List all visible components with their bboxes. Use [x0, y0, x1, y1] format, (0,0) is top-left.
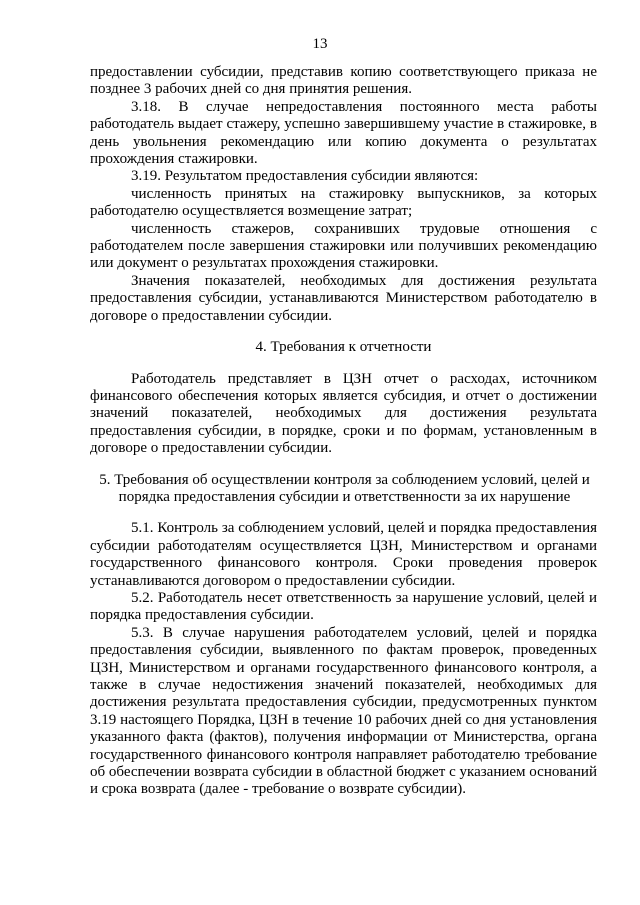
paragraph-indicator-2: численность стажеров, сохранивших трудовые отношения с работодателем после завершения стажировки или получивших рекомендацию или документ о результатах прохождения стажировки. — [90, 220, 597, 272]
section-5-heading: 5. Требования об осуществлении контроля за соблюдением условий, целей и порядка предоставления субсидии и ответственности за их нарушение — [99, 471, 590, 505]
section-4-heading: 4. Требования к отчетности — [255, 339, 432, 356]
paragraph-indicator-1: численность принятых на стажировку выпускников, за которых работодателю осуществляется возмещение затрат; — [90, 185, 597, 220]
paragraph-reporting: Работодатель представляет в ЦЗН отчет о расходах, источником финансового обеспечения которых является субсидия, и отчет о достижении значений показателей, необходимых для достижения результата предоставления субсидии, в порядке, сроки и по формам, установленным в договоре о предоставлении субсидии. — [90, 370, 597, 457]
paragraph-5-3: 5.3. В случае нарушения работодателем условий, целей и порядка предоставления субсидии, выявленного по фактам проверок, проведенных ЦЗН, Министерством и органами государственного финансового контроля, а также в случае недостижения значений показателей, необходимых для достижения результата предоставления субсидии, предусмотренных пунктом 3.19 настоящего Порядка, ЦЗН в течение 10 рабочих дней со дня установления указанного факта (фактов), получения информации от Министерства, органа государственного финансового контроля направляет работодателю требование об обеспечении возврата субсидии в областной бюджет с указанием оснований и срока возврата (далее - требование о возврате субсидии). — [90, 624, 597, 798]
paragraph-3-19: 3.19. Результатом предоставления субсидии являются: — [131, 168, 479, 185]
paragraph-continuation: предоставлении субсидии, представив копию соответствующего приказа не позднее 3 рабочих дней со дня принятия решения. — [90, 64, 597, 98]
paragraph-3-18: 3.18. В случае непредоставления постоянного места работы работодатель выдает стажеру, успешно завершившему участие в стажировке, в день увольнения рекомендацию или копию документа о результатах прохождения стажировки. — [90, 98, 597, 168]
page-number: 13 — [312, 36, 328, 52]
paragraph-5-1: 5.1. Контроль за соблюдением условий, целей и порядка предоставления субсидии работодателям осуществляется ЦЗН, Министерством и органами государственного финансового контроля. Сроки проведения проверок устанавливаются договором о предоставлении субсидии. — [90, 520, 597, 589]
document-body — [90, 64, 597, 799]
paragraph-5-2: 5.2. Работодатель несет ответственность за нарушение условий, целей и порядка предоставления субсидии. — [90, 589, 597, 624]
paragraph-indicator-values: Значения показателей, необходимых для достижения результата предоставления субсидии, устанавливаются Министерством работодателю в договоре о предоставлении субсидии. — [90, 272, 597, 324]
